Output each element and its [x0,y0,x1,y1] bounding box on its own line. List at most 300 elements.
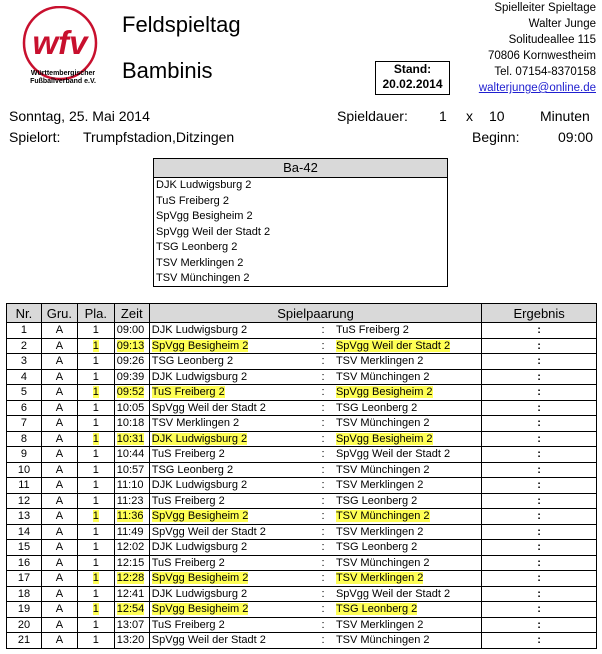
cell-away-team [334,602,482,618]
cell-away-team [334,555,482,571]
cell-separator-text: : [321,494,325,507]
cell-time-text: 09:26 [116,355,145,368]
cell-time-text: 10:05 [116,401,145,414]
cell-away-team [334,586,482,602]
cell-home-team-text: DJK Ludwigsburg 2 [151,479,248,492]
duration-count: 1 [439,108,447,124]
cell-away-team [334,400,482,416]
cell-home-team [149,493,312,509]
cell-result [482,400,597,416]
cell-home-team-text: TSV Merklingen 2 [151,417,240,430]
cell-nr-text: 14 [17,525,31,538]
cell-away-team [334,478,482,494]
cell-home-team-text: SpVgg Besigheim 2 [151,572,249,585]
cell-separator [312,571,334,587]
table-row [7,555,597,571]
organizer-line: Walter Junge [528,18,596,30]
cell-result [482,338,597,354]
cell-away-team [334,540,482,556]
cell-result [482,431,597,447]
table-row [7,617,597,633]
cell-separator [312,509,334,525]
cell-away-team [334,509,482,525]
cell-group-text: A [55,386,64,399]
start-time: 09:00 [558,129,594,145]
cell-home-team [149,369,312,385]
cell-nr [7,524,42,540]
cell-result-text: : [537,618,541,631]
cell-separator [312,323,334,339]
cell-time [114,633,149,649]
cell-away-team-text: TSV Merklingen 2 [335,572,424,585]
cell-group [41,555,77,571]
cell-group-text: A [55,634,64,647]
cell-nr-text: 2 [20,339,28,352]
table-row [7,431,597,447]
cell-group [41,369,77,385]
table-row [7,400,597,416]
cell-pitch [77,400,114,416]
cell-separator-text: : [321,603,325,616]
cell-home-team-text: TuS Freiberg 2 [151,618,225,631]
cell-result-text: : [537,510,541,523]
cell-nr-text: 10 [17,463,31,476]
cell-separator-text: : [321,386,325,399]
cell-group-text: A [55,572,64,585]
cell-pitch-text: 1 [92,417,99,430]
stand-date: 20.02.2014 [382,77,443,91]
col-header-time: Zeit [114,304,149,323]
cell-home-team-text: DJK Ludwigsburg 2 [151,370,248,383]
cell-time [114,323,149,339]
cell-separator [312,555,334,571]
cell-time-text: 12:28 [116,572,145,585]
cell-away-team [334,323,482,339]
cell-separator [312,369,334,385]
group-team-list [154,178,447,287]
cell-separator-text: : [321,401,325,414]
cell-home-team [149,338,312,354]
cell-time [114,462,149,478]
table-row [7,416,597,432]
cell-home-team-text: DJK Ludwigsburg 2 [151,541,248,554]
cell-separator-text: : [321,463,325,476]
cell-home-team [149,431,312,447]
cell-separator-text: : [321,479,325,492]
cell-group-text: A [55,448,64,461]
cell-group [41,586,77,602]
cell-separator [312,633,334,649]
cell-pitch [77,602,114,618]
cell-time [114,540,149,556]
cell-away-team-text: TSV Münchingen 2 [335,510,430,523]
duration-x: x [466,108,473,124]
cell-pitch-text: 1 [92,603,99,616]
cell-pitch [77,555,114,571]
cell-nr [7,338,42,354]
cell-pitch-text: 1 [92,634,99,647]
cell-result-text: : [537,432,541,445]
cell-time [114,524,149,540]
cell-pitch [77,524,114,540]
group-team: SpVgg Besigheim 2 [156,210,253,222]
cell-away-team-text: TSV Merklingen 2 [335,479,424,492]
cell-result-text: : [537,370,541,383]
cell-away-team [334,462,482,478]
cell-home-team-text: SpVgg Weil der Stadt 2 [151,401,266,414]
cell-group [41,540,77,556]
cell-result [482,478,597,494]
cell-pitch [77,571,114,587]
cell-nr [7,493,42,509]
cell-group [41,509,77,525]
cell-group [41,493,77,509]
cell-away-team [334,416,482,432]
cell-time-text: 11:36 [116,510,144,523]
cell-separator-text: : [321,355,325,368]
cell-result [482,385,597,401]
email-link[interactable]: walterjunge@online.de [478,82,596,94]
cell-group-text: A [55,587,64,600]
organizer-line: Tel. 07154-8370158 [494,66,596,78]
cell-home-team-text: TuS Freiberg 2 [151,556,225,569]
cell-result [482,509,597,525]
cell-home-team [149,540,312,556]
cell-home-team-text: TuS Freiberg 2 [151,494,225,507]
page-subtitle: Bambinis [122,58,213,83]
organizer-line: Solitudeallee 115 [508,34,596,46]
cell-away-team-text: TSG Leonberg 2 [335,603,418,616]
cell-away-team-text: TSV Münchingen 2 [335,556,430,569]
cell-nr [7,416,42,432]
cell-home-team-text: TuS Freiberg 2 [151,386,225,399]
cell-result [482,416,597,432]
cell-group [41,633,77,649]
cell-away-team-text: TSV Münchingen 2 [335,634,430,647]
cell-pitch-text: 1 [92,339,99,352]
cell-separator-text: : [321,618,325,631]
cell-home-team-text: SpVgg Weil der Stadt 2 [151,634,266,647]
col-header-group: Gru. [41,304,77,323]
duration-minutes: 10 [489,108,505,124]
cell-away-team-text: SpVgg Besigheim 2 [335,386,433,399]
cell-nr [7,617,42,633]
group-team: TuS Freiberg 2 [156,194,229,207]
cell-time-text: 09:39 [116,370,145,383]
table-row [7,524,597,540]
cell-group-text: A [55,370,64,383]
cell-nr-text: 4 [20,370,28,383]
cell-nr-text: 8 [20,432,28,445]
cell-result-text: : [537,401,541,414]
organizer-line: 70806 Kornwestheim [487,50,596,62]
cell-group-text: A [55,603,64,616]
match-date: Sonntag, 25. Mai 2014 [9,108,150,124]
group-team: SpVgg Weil der Stadt 2 [156,225,271,238]
cell-result [482,586,597,602]
col-header-result: Ergebnis [482,304,597,323]
cell-time [114,385,149,401]
cell-time-text: 12:41 [116,587,145,600]
cell-nr-text: 5 [20,386,28,399]
cell-result-text: : [537,541,541,554]
cell-nr-text: 21 [17,634,31,647]
cell-separator-text: : [321,525,325,538]
cell-separator-text: : [321,417,325,430]
cell-home-team [149,633,312,649]
table-row [7,478,597,494]
cell-time-text: 11:23 [116,494,144,507]
cell-pitch-text: 1 [92,432,99,445]
cell-pitch [77,462,114,478]
cell-time [114,478,149,494]
cell-nr [7,400,42,416]
cell-result-text: : [537,463,541,476]
group-team: TSV Münchingen 2 [156,272,250,284]
cell-group [41,617,77,633]
cell-time-text: 12:15 [116,556,145,569]
cell-result-text: : [537,339,541,352]
venue-label: Spielort: [9,129,61,145]
cell-time-text: 10:18 [116,417,145,430]
cell-group-text: A [55,401,64,414]
cell-separator-text: : [321,634,325,647]
cell-result-text: : [537,556,541,569]
cell-home-team [149,524,312,540]
cell-home-team [149,416,312,432]
cell-home-team [149,586,312,602]
cell-result-text: : [537,634,541,647]
cell-nr [7,540,42,556]
cell-separator [312,524,334,540]
cell-home-team [149,354,312,370]
cell-home-team [149,323,312,339]
cell-separator [312,354,334,370]
logo-text: wfv [32,24,88,61]
cell-pitch [77,540,114,556]
col-header-nr: Nr. [7,304,42,323]
cell-result [482,447,597,463]
table-row [7,447,597,463]
cell-separator [312,462,334,478]
cell-home-team [149,571,312,587]
cell-result-text: : [537,386,541,399]
cell-away-team [334,493,482,509]
cell-group [41,354,77,370]
table-row [7,586,597,602]
table-row [7,602,597,618]
cell-away-team [334,338,482,354]
cell-result-text: : [537,494,541,507]
cell-time [114,338,149,354]
cell-separator [312,493,334,509]
cell-group-text: A [55,618,64,631]
cell-home-team [149,555,312,571]
group-box [153,158,448,287]
cell-result-text: : [537,324,541,337]
cell-nr [7,633,42,649]
cell-separator-text: : [321,541,325,554]
group-team: DJK Ludwigsburg 2 [156,179,252,191]
cell-result-text: : [537,603,541,616]
cell-group-text: A [55,432,64,445]
cell-group-text: A [55,479,64,492]
cell-result [482,617,597,633]
cell-nr [7,478,42,494]
cell-result [482,602,597,618]
cell-result [482,555,597,571]
cell-separator-text: : [321,556,325,569]
cell-pitch [77,617,114,633]
cell-pitch [77,633,114,649]
cell-separator-text: : [321,587,325,600]
cell-away-team-text: TSV Merklingen 2 [335,618,424,631]
cell-group-text: A [55,339,64,352]
cell-result [482,633,597,649]
cell-pitch-text: 1 [92,355,99,368]
cell-home-team [149,478,312,494]
cell-group-text: A [55,494,64,507]
cell-nr-text: 6 [20,401,28,414]
cell-away-team-text: TSV Münchingen 2 [335,463,430,476]
cell-result [482,571,597,587]
group-team: TSG Leonberg 2 [156,241,238,253]
cell-group-text: A [55,556,64,569]
cell-group [41,462,77,478]
cell-separator-text: : [321,324,325,337]
cell-away-team-text: TSG Leonberg 2 [335,494,418,507]
cell-time-text: 13:07 [116,618,145,631]
cell-pitch [77,447,114,463]
cell-group [41,478,77,494]
cell-result [482,369,597,385]
cell-group [41,571,77,587]
cell-separator [312,400,334,416]
cell-result-text: : [537,572,541,585]
cell-separator-text: : [321,572,325,585]
cell-home-team [149,462,312,478]
cell-home-team-text: SpVgg Weil der Stadt 2 [151,525,266,538]
cell-separator [312,447,334,463]
cell-home-team-text: SpVgg Besigheim 2 [151,603,249,616]
table-row [7,571,597,587]
cell-away-team-text: SpVgg Weil der Stadt 2 [335,587,451,600]
cell-time-text: 12:02 [116,541,145,554]
cell-away-team [334,431,482,447]
stand-label: Stand: [393,62,432,76]
cell-pitch-text: 1 [92,494,99,507]
table-header-row [7,304,597,323]
cell-pitch [77,586,114,602]
table-row [7,540,597,556]
logo-subtitle: Württembergischer Fußballverband e.V. [30,70,96,85]
cell-group [41,431,77,447]
cell-away-team [334,571,482,587]
cell-pitch-text: 1 [92,525,99,538]
cell-result [482,354,597,370]
cell-group [41,416,77,432]
cell-time [114,416,149,432]
cell-group [41,338,77,354]
cell-away-team-text: TSG Leonberg 2 [335,541,418,554]
cell-nr-text: 17 [17,572,31,585]
cell-time [114,354,149,370]
cell-away-team-text: TuS Freiberg 2 [335,324,409,337]
cell-time-text: 09:00 [116,324,145,337]
cell-nr-text: 9 [20,448,28,461]
cell-group [41,400,77,416]
cell-away-team [334,369,482,385]
cell-result [482,524,597,540]
cell-nr-text: 11 [18,479,30,492]
cell-separator-text: : [321,432,325,445]
cell-away-team [334,385,482,401]
cell-away-team-text: TSV Merklingen 2 [335,525,424,538]
cell-separator [312,338,334,354]
cell-pitch-text: 1 [92,386,99,399]
organizer-line: Spielleiter Spieltage [494,2,596,14]
cell-pitch [77,431,114,447]
cell-time [114,447,149,463]
start-label: Beginn: [472,129,520,145]
cell-time-text: 13:20 [116,634,145,647]
col-header-pitch: Pla. [77,304,114,323]
cell-separator-text: : [321,339,325,352]
cell-pitch [77,338,114,354]
cell-separator [312,478,334,494]
cell-away-team-text: SpVgg Besigheim 2 [335,432,433,445]
cell-home-team-text: DJK Ludwigsburg 2 [151,324,248,337]
cell-time-text: 11:10 [116,479,144,492]
cell-separator [312,416,334,432]
cell-time-text: 09:52 [116,386,145,399]
cell-group-text: A [55,324,64,337]
cell-group-text: A [55,510,64,523]
cell-result [482,323,597,339]
cell-home-team-text: DJK Ludwigsburg 2 [151,432,248,445]
cell-home-team-text: TSG Leonberg 2 [151,355,234,368]
cell-home-team [149,602,312,618]
cell-away-team [334,524,482,540]
cell-nr [7,447,42,463]
cell-result-text: : [537,448,541,461]
cell-home-team-text: TuS Freiberg 2 [151,448,225,461]
group-team: TSV Merklingen 2 [156,256,244,269]
cell-nr [7,369,42,385]
cell-group-text: A [55,355,64,368]
cell-away-team-text: TSV Merklingen 2 [335,355,424,368]
cell-time [114,555,149,571]
cell-result-text: : [537,479,541,492]
cell-nr [7,385,42,401]
cell-result-text: : [537,355,541,368]
table-row [7,633,597,649]
cell-time [114,586,149,602]
cell-home-team [149,447,312,463]
cell-result [482,540,597,556]
cell-time-text: 11:49 [116,525,144,538]
cell-group-text: A [55,463,64,476]
cell-result [482,493,597,509]
cell-nr-text: 1 [20,324,28,337]
cell-time [114,571,149,587]
cell-nr-text: 16 [17,556,31,569]
cell-time [114,617,149,633]
cell-separator-text: : [321,448,325,461]
table-row [7,509,597,525]
stand-box [375,61,450,95]
cell-pitch [77,354,114,370]
